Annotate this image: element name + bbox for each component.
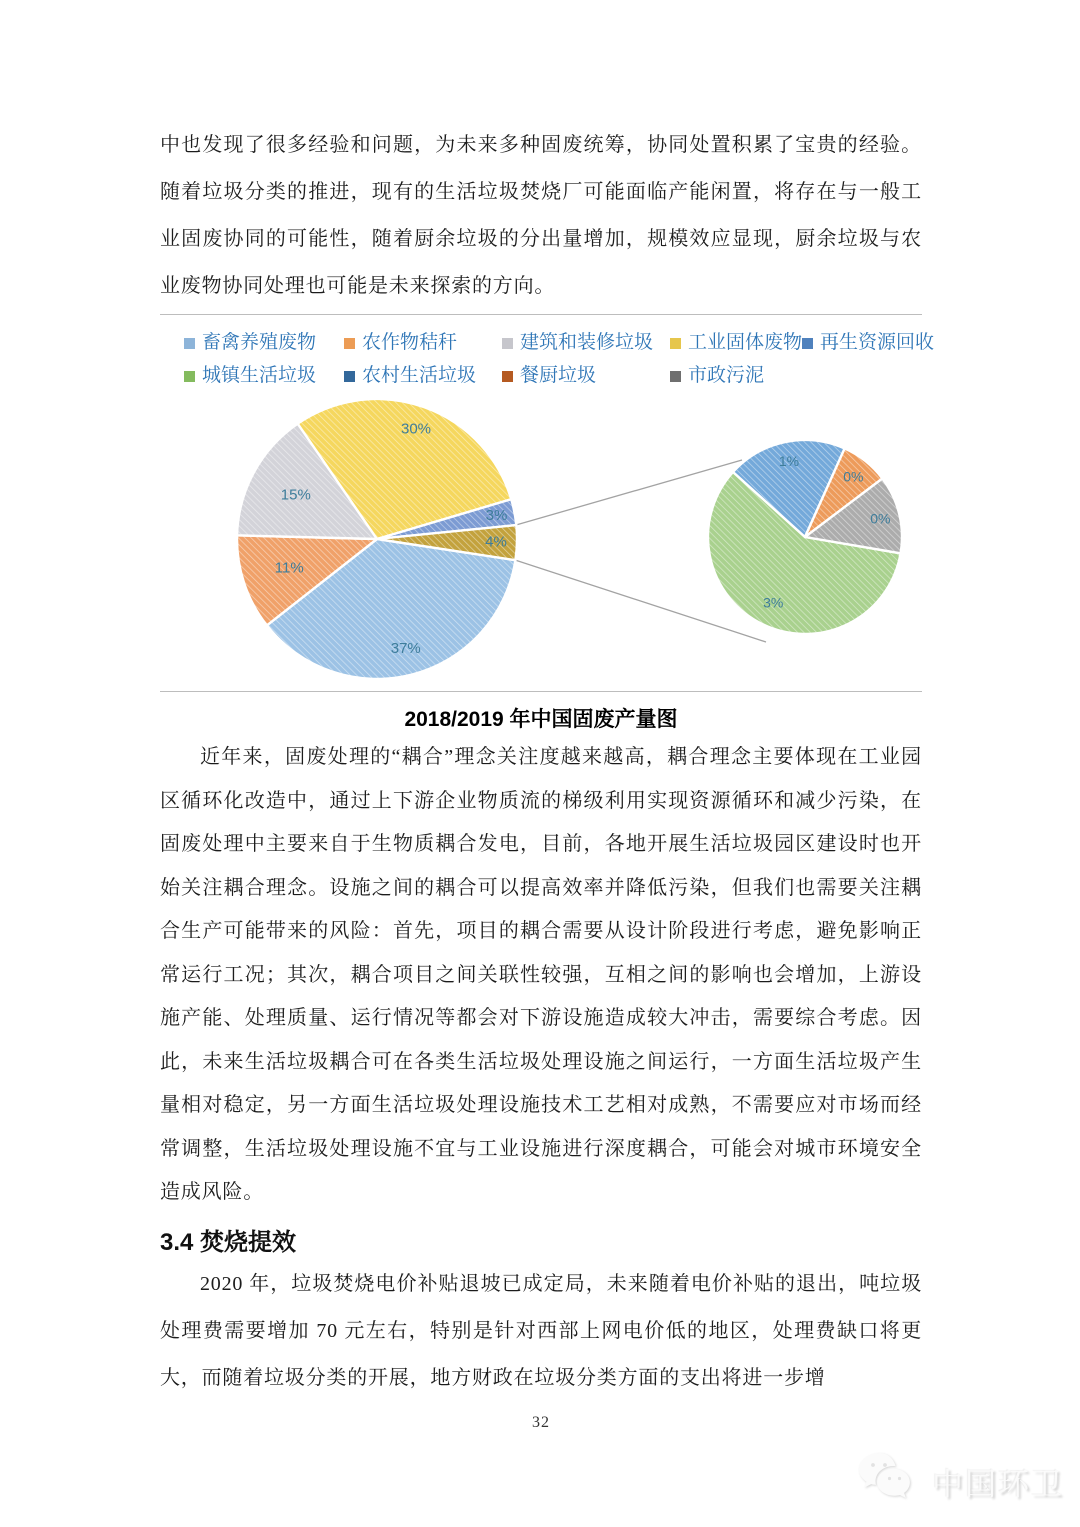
legend-swatch bbox=[184, 338, 195, 349]
legend-item bbox=[344, 331, 502, 355]
legend-swatch bbox=[670, 338, 681, 349]
pie-percent-label: 37% bbox=[390, 640, 421, 658]
legend-item bbox=[502, 331, 670, 355]
legend-swatch bbox=[344, 371, 355, 382]
legend-label: 市政污泥 bbox=[688, 365, 765, 386]
legend-swatch bbox=[670, 371, 681, 382]
chart-title: 2018/2019 年中国固废产量图 bbox=[404, 708, 678, 731]
pie-percent-label: 30% bbox=[401, 420, 432, 438]
paragraph-collaboration: 中也发现了很多经验和问题，为未来多种固废统筹，协同处置积累了宝贵的经验。随着垃圾分类的推进，现有的生活垃圾焚烧厂可能面临产能闲置，将存在与一般工业固废协同的可能性，随着厨余垃圾的分出量增加，规模效应显现，厨余垃圾与农业废物协同处理也可能是未来探索的方向。 bbox=[160, 134, 922, 297]
section-heading-3-4: 3.4 焚烧提效 bbox=[160, 1228, 297, 1256]
legend-label: 工业固体废物 bbox=[688, 332, 803, 353]
legend-label: 城镇生活垃圾 bbox=[202, 365, 317, 386]
pie-percent-label: 4% bbox=[485, 533, 507, 551]
watermark-label: 中国环卫 bbox=[932, 1466, 1064, 1502]
pie-percent-label: 0% bbox=[843, 468, 864, 485]
legend-label: 农村生活垃圾 bbox=[362, 365, 477, 386]
page-number: 32 bbox=[532, 1413, 550, 1431]
legend-swatch bbox=[502, 371, 513, 382]
pie-percent-label: 15% bbox=[280, 486, 311, 504]
pie-hatch-overlay bbox=[709, 441, 901, 633]
legend-label: 餐厨垃圾 bbox=[520, 365, 597, 386]
divider-below-chart bbox=[160, 691, 922, 692]
legend-label: 再生资源回收 bbox=[820, 332, 935, 353]
pie-percent-label: 3% bbox=[763, 594, 784, 611]
legend-item bbox=[670, 364, 802, 388]
paragraph-coupling: 近年来，固废处理的“耦合”理念关注度越来越高，耦合理念主要体现在工业园区循环化改造中，通过上下游企业物质流的梯级利用实现资源循环和减少污染，在固废处理中主要来自于生物质耦合发电，目前，各地开展生活垃圾园区建设时也开始关注耦合理念。设施之间的耦合可以提高效率并降低污染，但我们也需要关注耦合生产可能带来的风险：首先，项目的耦合需要从设计阶段进行考虑，避免影响正常运行工况；其次，耦合项目之间关联性较强，互相之间的影响也会增加，上游设施产能、处理质量、运行情况等都会对下游设施造成较大冲击，需要综合考虑。因此，未来生活垃圾耦合可在各类生活垃圾处理设施之间运行，一方面生活垃圾产生量相对稳定，另一方面生活垃圾处理设施技术工艺相对成熟，不需要应对市场而经常调整，生活垃圾处理设施不宜与工业设施进行深度耦合，可能会对城市环境安全造成风险。 bbox=[160, 746, 922, 1203]
pie-percent-label: 1% bbox=[778, 453, 800, 470]
legend-item bbox=[184, 331, 344, 355]
pie-chart-canvas bbox=[160, 390, 922, 686]
legend-item bbox=[184, 364, 344, 388]
chart-legend bbox=[160, 331, 935, 388]
pie-percent-label: 0% bbox=[870, 510, 891, 527]
paragraph-incineration: 2020 年，垃圾焚烧电价补贴退坡已成定局，未来随着电价补贴的退出，吨垃圾处理费需要增加 70 元左右，特别是针对西部上网电价低的地区，处理费缺口将更大，而随着垃圾分类的开展，地方财政在垃圾分类方面的支出将进一步增 bbox=[160, 1272, 922, 1389]
leader-line bbox=[516, 460, 742, 525]
legend-item bbox=[670, 331, 802, 355]
pie-percent-label: 11% bbox=[274, 559, 304, 577]
divider-above-chart bbox=[160, 314, 922, 315]
main-pie bbox=[237, 399, 517, 679]
legend-swatch bbox=[502, 338, 513, 349]
pie-percent-label: 3% bbox=[485, 507, 508, 525]
legend-item bbox=[344, 364, 502, 388]
legend-swatch bbox=[184, 371, 195, 382]
pie-of-pie-chart bbox=[160, 390, 922, 691]
wechat-icon bbox=[856, 1451, 922, 1511]
legend-item bbox=[802, 331, 934, 355]
legend-swatch bbox=[802, 338, 813, 349]
secondary-pie bbox=[708, 440, 902, 634]
watermark bbox=[856, 1451, 1064, 1511]
legend-label: 建筑和装修垃圾 bbox=[520, 332, 654, 353]
pie-hatch-overlay bbox=[238, 400, 516, 678]
legend-item bbox=[502, 364, 670, 388]
legend-label: 农作物秸秆 bbox=[362, 332, 458, 353]
legend-label: 畜禽养殖废物 bbox=[202, 332, 317, 353]
legend-swatch bbox=[344, 338, 355, 349]
